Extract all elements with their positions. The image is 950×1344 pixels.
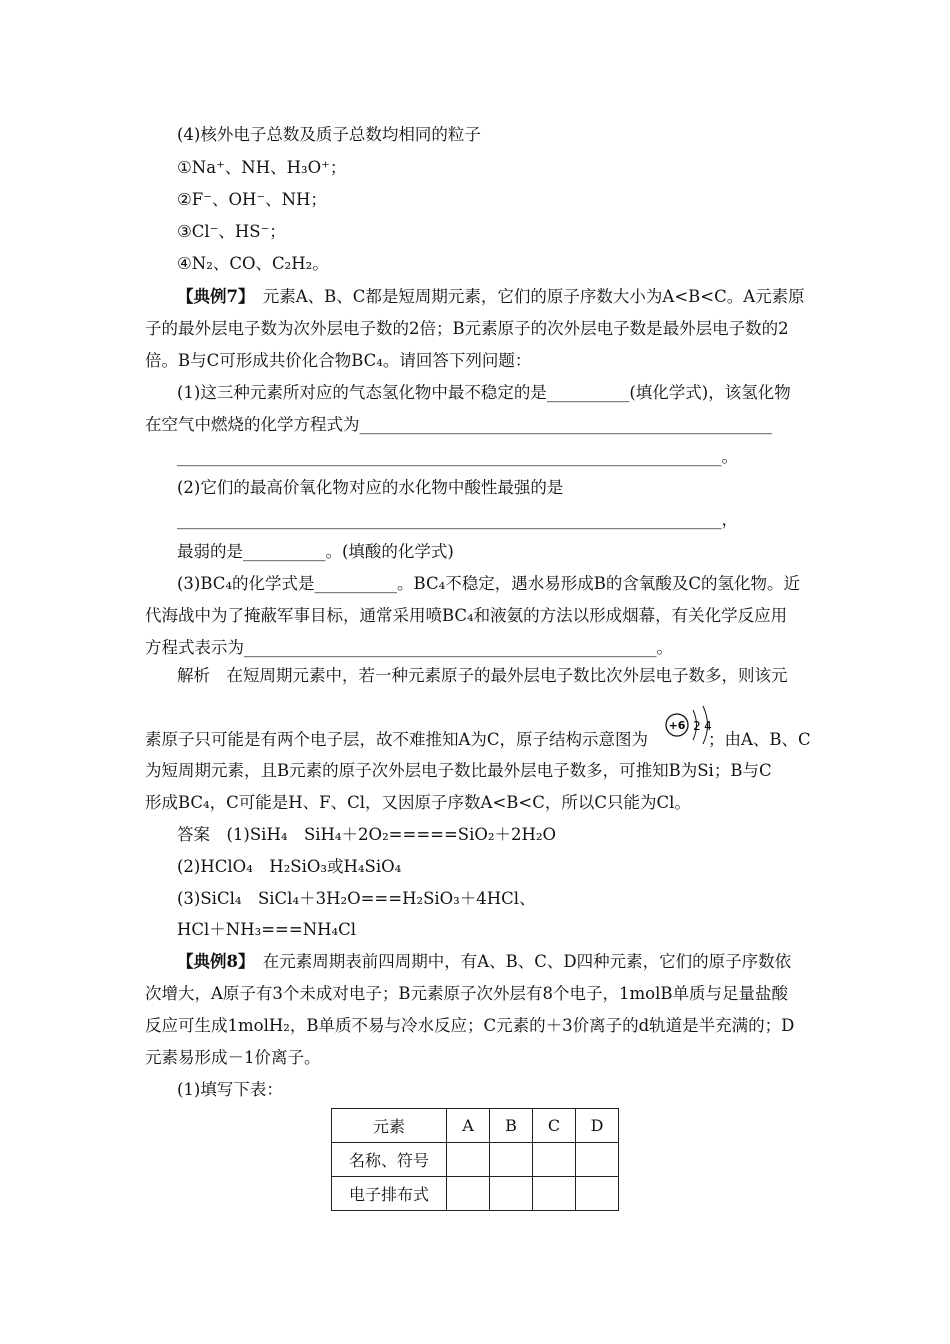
analysis-line-2a: 素原子只可能是有两个电子层，故不难推知A为C，原子结构示意图为 (145, 730, 649, 749)
answer-line-3: (3)SiCl₄ SiCl₄＋3H₂O===H₂SiO₃＋4HCl、 (177, 889, 536, 908)
table-header-cell: A (447, 1109, 490, 1143)
example7-q1-b: 在空气中燃烧的化学方程式为__________________________________________________ (145, 415, 772, 434)
example7-q3-b: 代海战中为了掩蔽军事目标，通常采用喷BC₄和液氨的方法以形成烟幕，有关化学反应用 (145, 606, 788, 625)
row-label: 名称、符号 (332, 1143, 447, 1177)
table-header-cell: B (490, 1109, 533, 1143)
example7-q2-a: (2)它们的最高价氧化物对应的水化物中酸性最强的是 (177, 478, 564, 497)
table-cell[interactable] (490, 1143, 533, 1177)
example8-line-2: 次增大，A原子有3个未成对电子；B元素原子次外层有8个电子，1molB单质与足量盐酸 (145, 984, 789, 1003)
analysis-line-1: 解析 在短周期元素中，若一种元素原子的最外层电子数比次外层电子数多，则该元 (177, 666, 788, 685)
answer-line-1: 答案 (1)SiH₄ SiH₄＋2O₂=====SiO₂＋2H₂O (177, 825, 557, 844)
table-cell[interactable] (490, 1177, 533, 1211)
example7-text-1: 元素A、B、C都是短周期元素，它们的原子序数大小为A<B<C。A元素原 (262, 287, 805, 306)
table-cell[interactable] (576, 1177, 619, 1211)
example7-line-2: 子的最外层电子数为次外层电子数的2倍；B元素原子的次外层电子数是最外层电子数的2 (145, 319, 789, 338)
example8-tag: 【典例8】 (177, 952, 247, 971)
part4-item-2: ②F⁻、OH⁻、NH； (177, 190, 327, 209)
answer-line-4: HCl＋NH₃===NH₄Cl (177, 920, 357, 939)
part4-item-3: ③Cl⁻、HS⁻； (177, 222, 286, 241)
analysis-line-4: 形成BC₄，C可能是H、F、Cl，又因原子序数A<B<C，所以C只能为Cl。 (145, 793, 691, 812)
example8-text-1: 在元素周期表前四周期中，有A、B、C、D四种元素，它们的原子序数依 (262, 952, 792, 971)
example7-q2-c: 最弱的是__________。(填酸的化学式) (177, 542, 454, 561)
part4-heading: (4)核外电子总数及质子总数均相同的粒子 (177, 125, 481, 144)
answer-line-2: (2)HClO₄ H₂SiO₃或H₄SiO₄ (177, 857, 402, 876)
table-cell[interactable] (533, 1177, 576, 1211)
example7-q3-c: 方程式表示为__________________________________________________。 (145, 638, 673, 657)
example8-line-4: 元素易形成－1价离子。 (145, 1048, 321, 1067)
example8-line-1 (177, 951, 791, 973)
shell-1-electrons: 2 (693, 719, 701, 733)
example8-line-3: 反应可生成1molH₂，B单质不易与冷水反应；C元素的＋3价离子的d轨道是半充满的；D (145, 1016, 795, 1035)
table-cell[interactable] (533, 1143, 576, 1177)
example7-tag: 【典例7】 (177, 287, 247, 306)
element-table (331, 1108, 619, 1211)
analysis-line-3: 为短周期元素，且B元素的原子次外层电子数比最外层电子数多，可推知B为Si；B与C (145, 761, 772, 780)
nucleus-charge: +6 (668, 719, 686, 732)
table-cell[interactable] (576, 1143, 619, 1177)
example7-q3-a: (3)BC₄的化学式是__________。BC₄不稳定，遇水易形成B的含氧酸及C的氢化物。近 (177, 574, 800, 593)
shell-2-electrons: 4 (704, 719, 712, 733)
example8-q1: (1)填写下表： (177, 1080, 283, 1099)
example7-line-3: 倍。B与C可形成共价化合物BC₄。请回答下列问题： (145, 351, 532, 370)
part4-item-4: ④N₂、CO、C₂H₂。 (177, 254, 329, 273)
table-row (332, 1143, 619, 1177)
example7-q2-b: __________________________________________________________________， (177, 510, 738, 529)
example7-q1-c: __________________________________________________________________。 (177, 447, 738, 466)
table-cell[interactable] (447, 1177, 490, 1211)
table-header-cell: C (533, 1109, 576, 1143)
part4-item-1: ①Na⁺、NH、H₃O⁺； (177, 158, 347, 177)
table-row (332, 1177, 619, 1211)
example7-line-1 (177, 286, 805, 308)
row-label: 电子排布式 (332, 1177, 447, 1211)
table-header-cell: 元素 (332, 1109, 447, 1143)
table-cell[interactable] (447, 1143, 490, 1177)
table-header-row (332, 1109, 619, 1143)
table-header-cell: D (576, 1109, 619, 1143)
example7-q1-a: (1)这三种元素所对应的气态氢化物中最不稳定的是__________(填化学式)，该氢化物 (177, 383, 791, 402)
analysis-line-2b: ；由A、B、C (708, 730, 811, 749)
